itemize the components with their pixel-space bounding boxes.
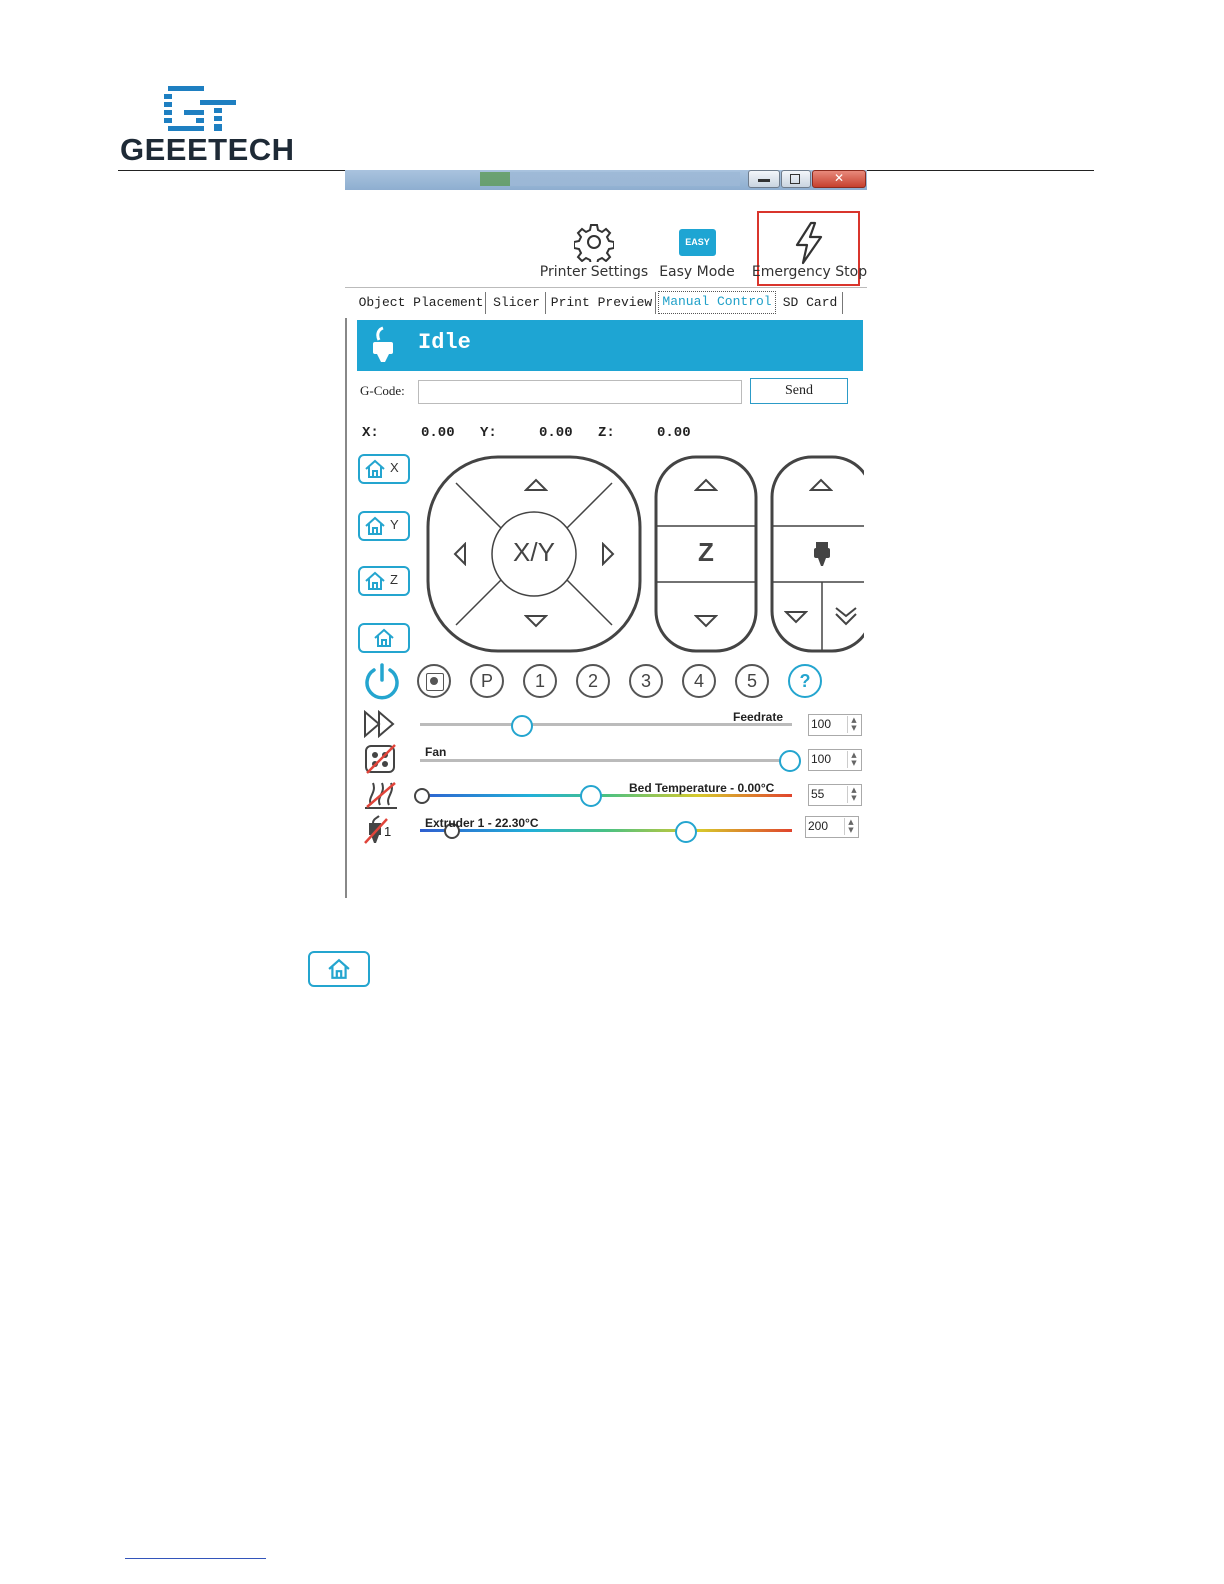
- close-button[interactable]: [812, 170, 866, 188]
- home-icon: [326, 958, 352, 980]
- lightning-icon: [791, 221, 827, 265]
- bed-heat-off-icon[interactable]: [363, 779, 399, 811]
- xy-center-label: X/Y: [513, 537, 555, 567]
- home-y-label: Y: [390, 517, 399, 532]
- feedrate-spinbox[interactable]: [808, 714, 862, 736]
- nozzle-icon: [812, 540, 832, 568]
- fan-off-icon[interactable]: [363, 743, 399, 775]
- extrude-fast-down-icon[interactable]: [834, 605, 858, 627]
- bed-temperature-label: Bed Temperature - 0.00°C: [629, 781, 775, 795]
- home-icon: [364, 571, 386, 591]
- function-button-2[interactable]: [576, 664, 610, 698]
- bed-target-thumb[interactable]: [580, 785, 602, 807]
- fan-track: [420, 759, 792, 762]
- extruder-icon: [369, 326, 397, 366]
- home-x-label: X: [390, 460, 399, 475]
- home-icon: [364, 516, 386, 536]
- printer-settings-button[interactable]: [536, 222, 652, 284]
- spin-arrows-icon[interactable]: ▲ ▼: [847, 751, 860, 768]
- function-button-4[interactable]: [682, 664, 716, 698]
- feedrate-thumb[interactable]: [511, 715, 533, 737]
- z-coord-value: 0.00: [657, 425, 691, 441]
- tab-sd-card[interactable]: SD Card: [778, 292, 843, 314]
- help-button[interactable]: [788, 664, 822, 698]
- xy-jog-pad[interactable]: [426, 455, 642, 653]
- z-up-icon[interactable]: [694, 477, 718, 493]
- home-all-button-illustration: [308, 951, 370, 987]
- y-coord-label: Y:: [480, 425, 497, 441]
- window-titlebar: [345, 170, 867, 190]
- easy-mode-button[interactable]: [655, 222, 739, 284]
- z-center-label: Z: [698, 537, 714, 567]
- camera-icon: [426, 673, 444, 691]
- extruder-heat-off-icon[interactable]: [363, 815, 403, 847]
- fan-thumb[interactable]: [779, 750, 801, 772]
- close-icon: ✕: [833, 171, 845, 185]
- bed-temperature-value: 55: [811, 787, 825, 801]
- arrow-right-icon[interactable]: [600, 542, 616, 566]
- logo-text: GEEETECH: [120, 132, 295, 167]
- arrow-left-icon[interactable]: [452, 542, 468, 566]
- function-button-1[interactable]: [523, 664, 557, 698]
- home-icon: [373, 628, 395, 648]
- spin-arrows-icon[interactable]: ▲ ▼: [847, 786, 860, 803]
- status-text: Idle: [418, 330, 471, 355]
- camera-button[interactable]: [417, 664, 451, 698]
- fan-spinbox[interactable]: [808, 749, 862, 771]
- tab-print-preview[interactable]: Print Preview: [548, 292, 656, 314]
- x-coord-value: 0.00: [421, 425, 455, 441]
- maximize-icon: [790, 174, 800, 184]
- function-button-2-label: 2: [587, 671, 598, 691]
- send-button[interactable]: Send: [750, 378, 848, 404]
- extruder-label: Extruder 1 - 22.30°C: [425, 816, 539, 830]
- home-x-button[interactable]: [358, 454, 410, 484]
- emergency-stop-button[interactable]: [751, 211, 868, 286]
- footer-link-underline: [125, 1558, 266, 1559]
- geeetech-logo: [120, 82, 295, 168]
- easy-mode-icon: [679, 229, 716, 256]
- easy-badge-text: EASY: [685, 237, 710, 247]
- extruder-index: 1: [384, 824, 392, 839]
- logo-mark-icon: [160, 82, 330, 138]
- toolbar-separator: [345, 287, 867, 288]
- minimize-icon: [758, 179, 770, 182]
- home-icon: [364, 459, 386, 479]
- x-coord-label: X:: [362, 425, 379, 441]
- tab-manual-control[interactable]: Manual Control: [658, 291, 776, 314]
- home-z-button[interactable]: [358, 566, 410, 596]
- extrude-up-icon[interactable]: [809, 477, 833, 493]
- extruder-value: 200: [808, 819, 829, 833]
- z-coord-label: Z:: [598, 425, 615, 441]
- function-button-p-label: P: [480, 671, 493, 691]
- titlebar-blur: [480, 172, 740, 186]
- gcode-label: G-Code:: [360, 383, 405, 398]
- z-down-icon[interactable]: [694, 613, 718, 629]
- fan-value: 100: [811, 752, 832, 766]
- function-button-3[interactable]: [629, 664, 663, 698]
- function-button-1-label: 1: [534, 671, 545, 691]
- panel-border: [345, 318, 347, 898]
- bed-temperature-spinbox[interactable]: [808, 784, 862, 806]
- function-button-3-label: 3: [640, 671, 651, 691]
- tab-object-placement[interactable]: Object Placement: [357, 292, 486, 314]
- gear-icon: [574, 222, 614, 262]
- power-icon[interactable]: [362, 662, 402, 702]
- extruder-target-thumb[interactable]: [675, 821, 697, 843]
- maximize-button[interactable]: [781, 170, 811, 188]
- gcode-input[interactable]: [418, 380, 742, 404]
- tab-slicer[interactable]: Slicer: [488, 292, 546, 314]
- z-jog-pad[interactable]: [654, 455, 758, 653]
- fan-slider[interactable]: [420, 750, 802, 772]
- spin-arrows-icon[interactable]: ▲ ▼: [847, 716, 860, 733]
- help-icon: ?: [799, 671, 811, 691]
- feedrate-label: Feedrate: [733, 710, 784, 724]
- y-coord-value: 0.00: [539, 425, 573, 441]
- home-all-button[interactable]: [358, 623, 410, 653]
- extrude-down-icon[interactable]: [784, 609, 808, 625]
- home-z-label: Z: [390, 572, 398, 587]
- minimize-button[interactable]: [748, 170, 780, 188]
- arrow-up-icon[interactable]: [524, 477, 548, 493]
- function-button-5[interactable]: [735, 664, 769, 698]
- arrow-down-icon[interactable]: [524, 613, 548, 629]
- easy-mode-label: Easy Mode: [659, 264, 735, 280]
- extruder-spinbox[interactable]: [805, 816, 859, 838]
- feedrate-icon: [363, 710, 399, 738]
- emergency-stop-label: Emergency Stop: [751, 264, 868, 280]
- bed-current-marker: [414, 788, 430, 804]
- printer-settings-label: Printer Settings: [539, 264, 649, 280]
- function-button-4-label: 4: [693, 671, 704, 691]
- extruder-jog-pad[interactable]: [770, 455, 864, 653]
- feedrate-value: 100: [811, 717, 832, 731]
- function-button-p[interactable]: [470, 664, 504, 698]
- spin-arrows-icon[interactable]: ▲ ▼: [844, 818, 857, 835]
- home-y-button[interactable]: [358, 511, 410, 541]
- fan-label: Fan: [425, 745, 447, 759]
- function-button-5-label: 5: [746, 671, 757, 691]
